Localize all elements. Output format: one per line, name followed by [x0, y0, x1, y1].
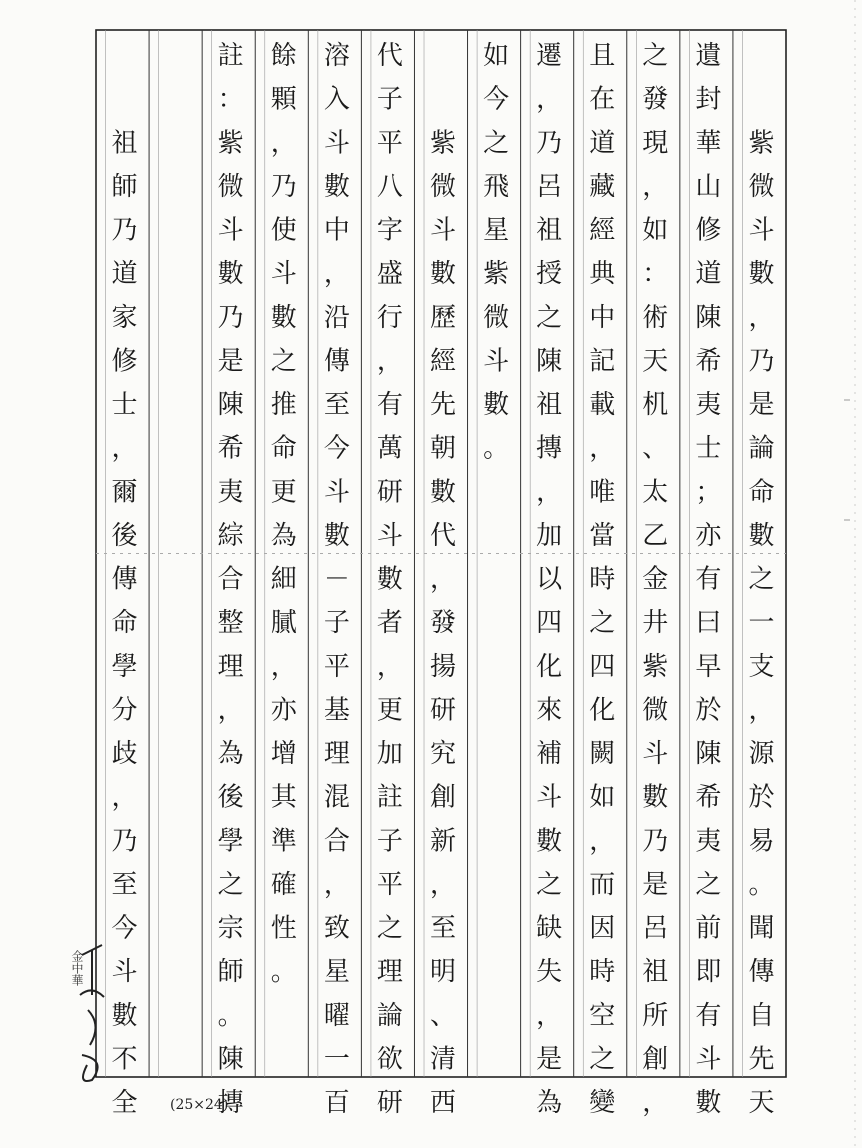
binding-edge-marks — [822, 0, 862, 1148]
text-column-1: 紫微斗數，乃是論命數之一支，源於易。聞傳自先天 — [748, 128, 775, 1119]
grid-size-label: (25×24) — [170, 1097, 229, 1113]
text-column-4: 且在道藏經典中記載，唯當時之四化闕如，而因時空之變 — [589, 41, 616, 1119]
text-column-8: 代子平八字盛行，有萬研斗數者，更加註子平之理論欲研 — [376, 41, 403, 1119]
text-column-5: 遷，乃呂祖授之陳祖摶，加以四化來補斗數之缺失，是為 — [536, 41, 563, 1119]
signature-label: 金中華 — [70, 950, 84, 986]
text-columns — [112, 41, 776, 1118]
text-column-3: 之發現，如：術天机、太乙金井紫微斗數乃是呂祖所創， — [642, 41, 669, 1119]
text-column-13: 祖師乃道家修士，爾後傳命學分歧，乃至今斗數不全 — [111, 128, 138, 1119]
text-column-10: 餘顆，乃使斗數之推命更為細膩，亦增其準確性。 — [270, 41, 297, 988]
text-column-6: 如今之飛星紫微斗數。 — [483, 41, 510, 464]
text-column-11: 註：紫微斗數乃是陳希夷綜合整理，為後學之宗師。陳摶 — [217, 41, 244, 1119]
text-column-9: 溶入斗數中，沿傳至今斗數－子平基理混合，致星曜一百 — [323, 41, 350, 1119]
text-column-2: 遺封華山修道陳希夷士；亦有曰早於陳希夷之前即有斗數 — [695, 41, 722, 1119]
text-column-7: 紫微斗數歷經先朝數代，發揚研究創新，至明、清西 — [429, 128, 457, 1119]
handwritten-signature — [62, 935, 122, 1095]
